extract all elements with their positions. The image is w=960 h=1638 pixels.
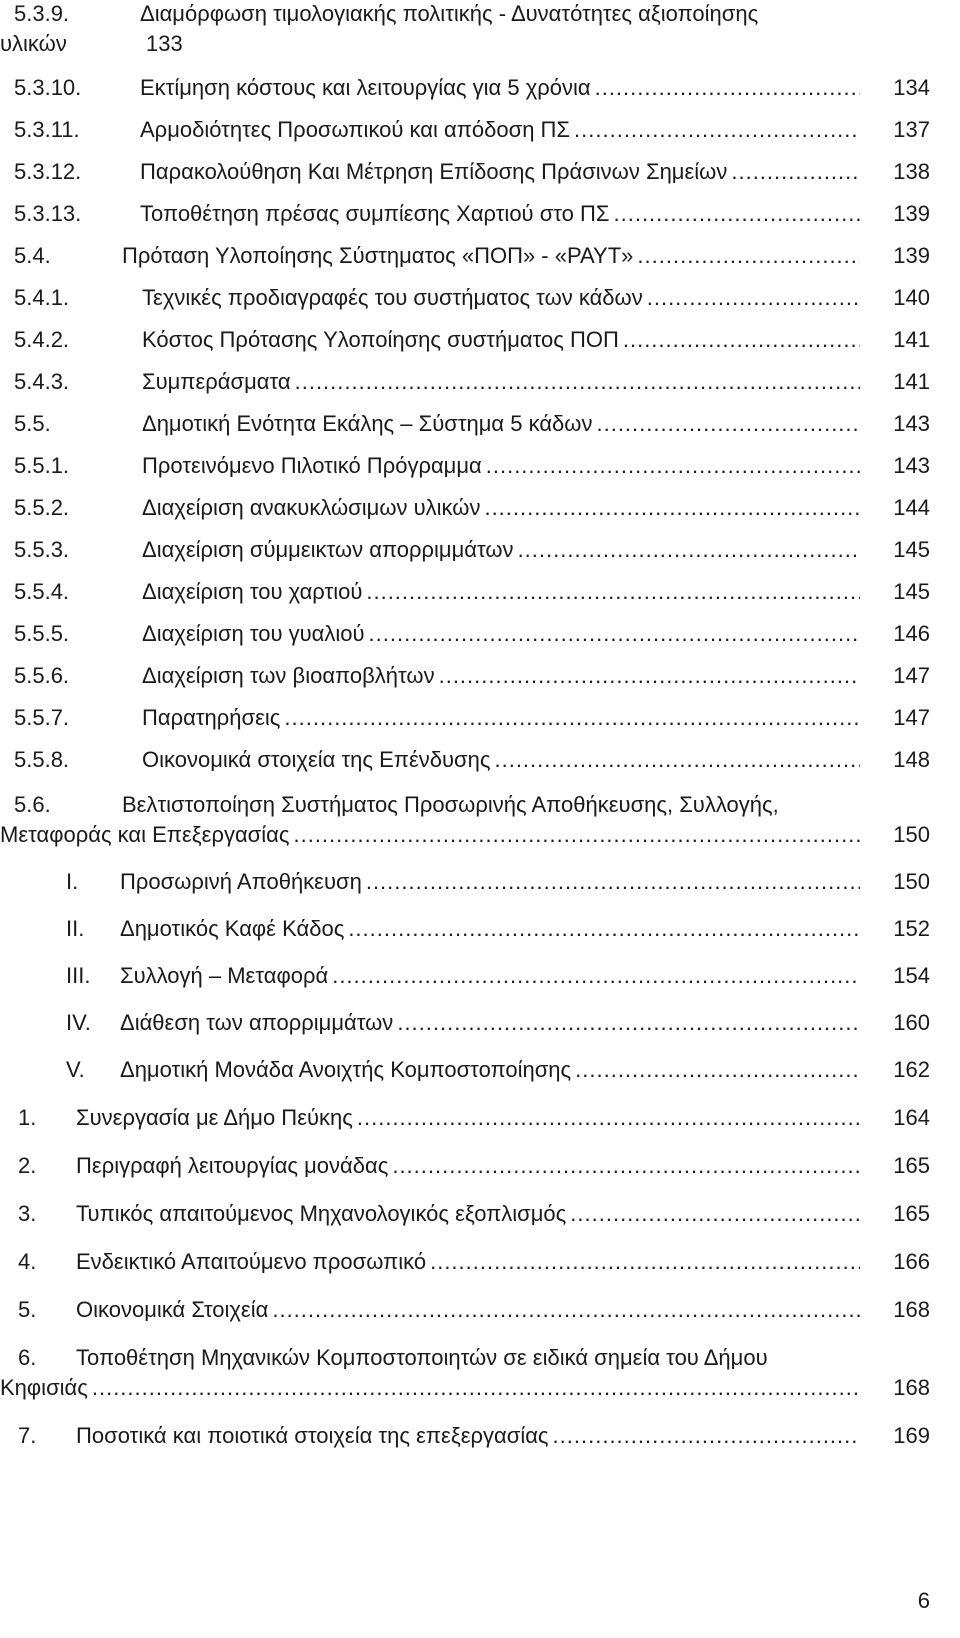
toc-entry-page: 150 bbox=[893, 822, 930, 847]
toc-entry-roman-1[interactable] bbox=[0, 862, 960, 902]
toc-entry-5-5-6[interactable] bbox=[0, 656, 960, 696]
toc-entry-number: 5.4.3. bbox=[14, 369, 70, 394]
toc-entry-page: 154 bbox=[893, 963, 930, 988]
toc-entry-5-5-4[interactable] bbox=[0, 572, 960, 612]
toc-entry-number: 5.3.13. bbox=[14, 201, 82, 226]
toc-entry-page: 165 bbox=[893, 1201, 930, 1226]
toc-entry-page: 143 bbox=[893, 453, 930, 478]
toc-entry-title: Διαχείριση του χαρτιού bbox=[142, 579, 363, 604]
toc-entry-title: Συμπεράσματα bbox=[142, 369, 291, 394]
toc-entry-number: 5.5.1. bbox=[14, 453, 70, 478]
toc-entry-page: 168 bbox=[893, 1297, 930, 1322]
toc-entry-title: Ενδεικτικό Απαιτούμενο προσωπικό bbox=[76, 1249, 427, 1274]
toc-dot-leader bbox=[637, 236, 860, 276]
toc-entry-title-continuation: Κηφισιάς bbox=[0, 1375, 88, 1400]
toc-entry-5-5[interactable] bbox=[0, 404, 960, 444]
toc-entry-number: 5.4.2. bbox=[14, 327, 70, 352]
toc-entry-page: 166 bbox=[893, 1249, 930, 1274]
toc-entry-title: Περιγραφή λειτουργίας μονάδας bbox=[76, 1153, 389, 1178]
toc-entry-number: I. bbox=[66, 869, 79, 894]
toc-entry-title: Δημοτικός Καφέ Κάδος bbox=[120, 916, 345, 941]
toc-entry-number: 5.5.6. bbox=[14, 663, 70, 688]
toc-entry-page: 165 bbox=[893, 1153, 930, 1178]
toc-entry-page: 148 bbox=[893, 747, 930, 772]
toc-entry-title: Διάθεση των απορριμμάτων bbox=[120, 1010, 394, 1035]
toc-entry-page: 141 bbox=[893, 327, 930, 352]
toc-entry-6-continuation[interactable] bbox=[0, 1368, 960, 1408]
toc-entry-page: 144 bbox=[893, 495, 930, 520]
toc-entry-number: 5.5.3. bbox=[14, 537, 70, 562]
toc-entry-2[interactable] bbox=[0, 1146, 960, 1186]
toc-entry-5-4-1[interactable] bbox=[0, 278, 960, 318]
toc-entry-title: Εκτίμηση κόστους και λειτουργίας για 5 χρόνια bbox=[140, 75, 591, 100]
toc-entry-number: 5.5.5. bbox=[14, 621, 70, 646]
toc-dot-leader bbox=[272, 1290, 860, 1330]
toc-dot-leader bbox=[595, 68, 860, 108]
toc-entry-page: 160 bbox=[893, 1010, 930, 1035]
toc-entry-5-3-10[interactable] bbox=[0, 68, 960, 108]
toc-entry-page: 168 bbox=[893, 1375, 930, 1400]
toc-entry-title: Προσωρινή Αποθήκευση bbox=[120, 869, 362, 894]
toc-entry-title: Πρόταση Υλοποίησης Σύστηματος «ΠΟΠ» - «ΡΑΥΤ» bbox=[122, 243, 634, 268]
toc-entry-title: Ποσοτικά και ποιοτικά στοιχεία της επεξεργασίας bbox=[76, 1423, 549, 1448]
toc-dot-leader bbox=[731, 152, 860, 192]
toc-entry-page: 139 bbox=[893, 201, 930, 226]
toc-dot-leader bbox=[92, 1368, 860, 1408]
toc-entry-title: Διαχείριση του γυαλιού bbox=[142, 621, 365, 646]
toc-entry-title-continuation: Μεταφοράς και Επεξεργασίας bbox=[0, 822, 290, 847]
toc-dot-leader bbox=[570, 1194, 860, 1234]
toc-entry-number: 5.5.8. bbox=[14, 747, 70, 772]
toc-entry-title: Οικονομικά στοιχεία της Επένδυσης bbox=[142, 747, 491, 772]
toc-entry-title: Τοποθέτηση πρέσας συμπίεσης Χαρτιού στο ΠΣ bbox=[140, 201, 610, 226]
toc-entry-title: Διαχείριση ανακυκλώσιμων υλικών bbox=[142, 495, 481, 520]
toc-dot-leader bbox=[553, 1416, 860, 1456]
toc-entry-page: 145 bbox=[893, 579, 930, 604]
toc-entry-title: Συλλογή – Μεταφορά bbox=[120, 963, 329, 988]
toc-dot-leader bbox=[366, 572, 860, 612]
toc-dot-leader bbox=[369, 614, 860, 654]
toc-entry-5-5-3[interactable] bbox=[0, 530, 960, 570]
toc-entry-page: 152 bbox=[893, 916, 930, 941]
toc-entry-roman-4[interactable] bbox=[0, 1003, 960, 1043]
toc-entry-title: Διαχείριση σύμμεικτων απορριμμάτων bbox=[142, 537, 514, 562]
toc-entry-page: 162 bbox=[893, 1057, 930, 1082]
toc-dot-leader bbox=[518, 530, 860, 570]
toc-entry-number: 6. bbox=[18, 1345, 37, 1370]
toc-entry-page: 140 bbox=[893, 285, 930, 310]
toc-entry-title: Βελτιστοποίηση Συστήματος Προσωρινής Αποθήκευσης, Συλλογής, bbox=[122, 792, 779, 817]
toc-entry-5-3-9-continuation[interactable] bbox=[0, 24, 960, 64]
toc-dot-leader bbox=[574, 110, 860, 150]
toc-entry-5-4-3[interactable] bbox=[0, 362, 960, 402]
toc-entry-number: 7. bbox=[18, 1423, 37, 1448]
toc-dot-leader bbox=[392, 1146, 860, 1186]
toc-entry-title: Δημοτική Μονάδα Ανοιχτής Κομποστοποίησης bbox=[120, 1057, 572, 1082]
toc-dot-leader bbox=[295, 362, 860, 402]
toc-entry-5-5-5[interactable] bbox=[0, 614, 960, 654]
toc-entry-page: 139 bbox=[893, 243, 930, 268]
toc-entry-number: 5.5.4. bbox=[14, 579, 70, 604]
toc-entry-number: 5.3.10. bbox=[14, 75, 82, 100]
toc-entry-number: 1. bbox=[18, 1105, 37, 1130]
toc-entry-number: 5.4. bbox=[14, 243, 51, 268]
toc-entry-number: 4. bbox=[18, 1249, 37, 1274]
toc-entry-page: 164 bbox=[893, 1105, 930, 1130]
toc-entry-page: 147 bbox=[893, 663, 930, 688]
toc-entry-title: Συνεργασία με Δήμο Πεύκης bbox=[76, 1105, 353, 1130]
toc-entry-number: 5.3.9. bbox=[14, 1, 70, 26]
toc-entry-roman-2[interactable] bbox=[0, 909, 960, 949]
toc-entry-title: Τυπικός απαιτούμενος Μηχανολογικός εξοπλισμός bbox=[76, 1201, 567, 1226]
toc-entry-title: Τοποθέτηση Μηχανικών Κομποστοποιητών σε ειδικά σημεία του Δήμου bbox=[76, 1345, 768, 1370]
toc-dot-leader bbox=[494, 740, 860, 780]
toc-entry-5-5-7[interactable] bbox=[0, 698, 960, 738]
toc-entry-5-6-continuation[interactable] bbox=[0, 815, 960, 855]
toc-entry-number: 5. bbox=[18, 1297, 37, 1322]
toc-entry-page: 147 bbox=[893, 705, 930, 730]
toc-entry-page: 150 bbox=[893, 869, 930, 894]
toc-dot-leader bbox=[484, 488, 860, 528]
toc-entry-5-5-8[interactable] bbox=[0, 740, 960, 780]
toc-entry-4[interactable] bbox=[0, 1242, 960, 1282]
toc-entry-number: IV. bbox=[66, 1010, 91, 1035]
toc-entry-title: Οικονομικά Στοιχεία bbox=[76, 1297, 269, 1322]
toc-dot-leader bbox=[486, 446, 860, 486]
toc-dot-leader bbox=[332, 956, 860, 996]
toc-entry-title: Διαχείριση των βιοαποβλήτων bbox=[142, 663, 435, 688]
toc-entry-5-4[interactable] bbox=[0, 236, 960, 276]
toc-entry-1[interactable] bbox=[0, 1098, 960, 1138]
toc-entry-5-5-2[interactable] bbox=[0, 488, 960, 528]
toc-dot-leader bbox=[575, 1050, 860, 1090]
toc-entry-page: 146 bbox=[893, 621, 930, 646]
toc-dot-leader bbox=[284, 698, 860, 738]
toc-entry-page: 137 bbox=[893, 117, 930, 142]
toc-entry-title-continuation: υλικών bbox=[0, 31, 67, 56]
toc-entry-number: III. bbox=[66, 963, 91, 988]
toc-entry-3[interactable] bbox=[0, 1194, 960, 1234]
toc-entry-title: Αρμοδιότητες Προσωπικού και απόδοση ΠΣ bbox=[140, 117, 571, 142]
toc-dot-leader bbox=[366, 862, 860, 902]
toc-dot-leader bbox=[348, 909, 860, 949]
toc-entry-number: V. bbox=[66, 1057, 85, 1082]
toc-entry-page: 138 bbox=[893, 159, 930, 184]
toc-entry-5-3-13[interactable] bbox=[0, 194, 960, 234]
toc-entry-number: II. bbox=[66, 916, 85, 941]
toc-entry-page: 143 bbox=[893, 411, 930, 436]
toc-entry-title: Τεχνικές προδιαγραφές του συστήματος των κάδων bbox=[142, 285, 643, 310]
toc-entry-page: 145 bbox=[893, 537, 930, 562]
toc-entry-title: Προτεινόμενο Πιλοτικό Πρόγραμμα bbox=[142, 453, 482, 478]
toc-entry-title: Διαμόρφωση τιμολογιακής πολιτικής - Δυνατότητες αξιοποίησης bbox=[140, 1, 759, 26]
toc-entry-number: 5.6. bbox=[14, 792, 51, 817]
toc-entry-page: 141 bbox=[893, 369, 930, 394]
toc-entry-title: Δημοτική Ενότητα Εκάλης – Σύστημα 5 κάδων bbox=[142, 411, 593, 436]
toc-entry-5[interactable] bbox=[0, 1290, 960, 1330]
toc-entry-number: 5.5.2. bbox=[14, 495, 70, 520]
toc-entry-title: Παρατηρήσεις bbox=[142, 705, 281, 730]
toc-entry-number: 5.4.1. bbox=[14, 285, 70, 310]
toc-dot-leader bbox=[293, 815, 860, 855]
toc-dot-leader bbox=[430, 1242, 860, 1282]
toc-entry-number: 5.5.7. bbox=[14, 705, 70, 730]
toc-entry-page: 134 bbox=[893, 75, 930, 100]
toc-entry-page: 133 bbox=[146, 31, 183, 56]
toc-dot-leader bbox=[596, 404, 860, 444]
toc-dot-leader bbox=[397, 1003, 860, 1043]
toc-entry-5-3-11[interactable] bbox=[0, 110, 960, 150]
toc-entry-number: 3. bbox=[18, 1201, 37, 1226]
toc-entry-roman-3[interactable] bbox=[0, 956, 960, 996]
toc-dot-leader bbox=[623, 320, 860, 360]
toc-entry-number: 5.5. bbox=[14, 411, 51, 436]
toc-dot-leader bbox=[357, 1098, 860, 1138]
toc-entry-7[interactable] bbox=[0, 1416, 960, 1456]
toc-entry-number: 5.3.11. bbox=[14, 117, 80, 142]
toc-entry-page: 169 bbox=[893, 1423, 930, 1448]
toc-entry-title: Κόστος Πρότασης Υλοποίησης συστήματος ΠΟΠ bbox=[142, 327, 619, 352]
toc-entry-5-4-2[interactable] bbox=[0, 320, 960, 360]
toc-entry-number: 2. bbox=[18, 1153, 37, 1178]
toc-entry-roman-5[interactable] bbox=[0, 1050, 960, 1090]
toc-entry-title: Παρακολούθηση Και Μέτρηση Επίδοσης Πράσινων Σημείων bbox=[140, 159, 728, 184]
toc-dot-leader bbox=[439, 656, 860, 696]
toc-entry-5-5-1[interactable] bbox=[0, 446, 960, 486]
toc-entry-5-3-12[interactable] bbox=[0, 152, 960, 192]
toc-dot-leader bbox=[614, 194, 861, 234]
toc-entry-number: 5.3.12. bbox=[14, 159, 82, 184]
page-number: 6 bbox=[917, 1588, 930, 1613]
toc-dot-leader bbox=[647, 278, 860, 318]
